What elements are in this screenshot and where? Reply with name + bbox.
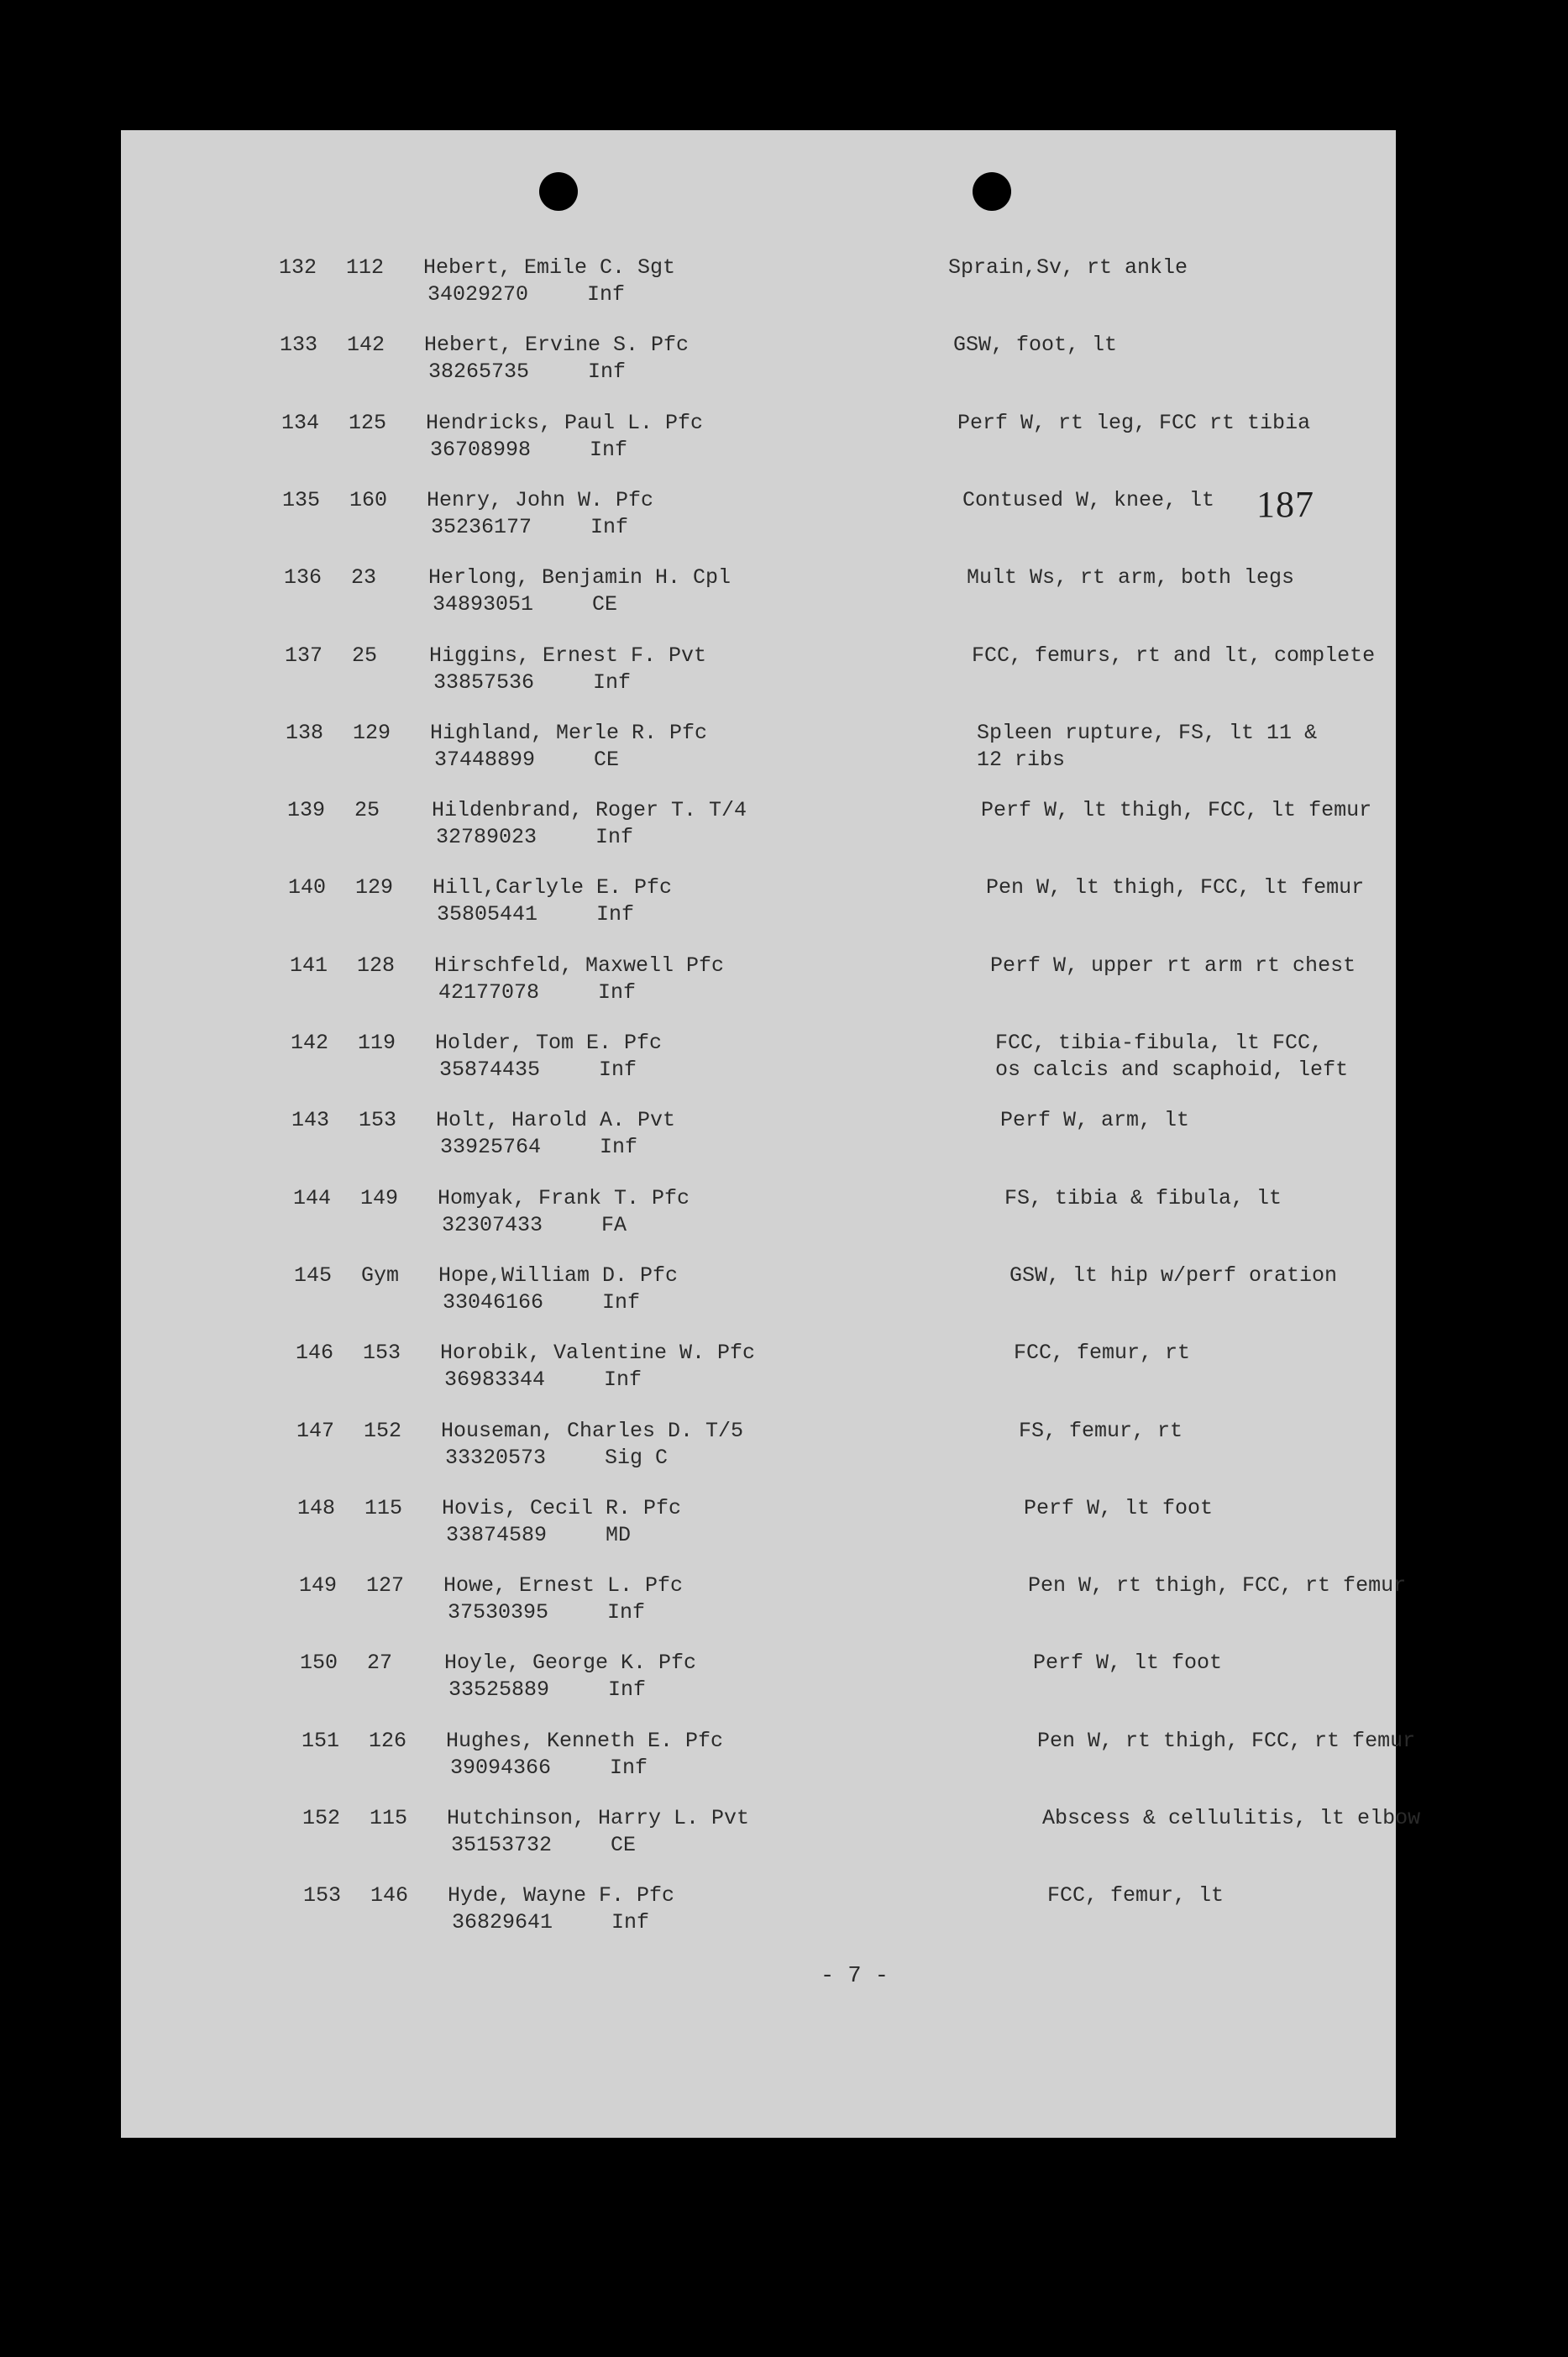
list-item bbox=[121, 1495, 1396, 1562]
list-item bbox=[121, 1728, 1416, 1795]
entry-number: 137 bbox=[285, 643, 323, 668]
diagnosis: FS, tibia & fibula, lt bbox=[1004, 1186, 1282, 1210]
unit: Sig C bbox=[605, 1446, 669, 1470]
entry-number: 148 bbox=[297, 1496, 336, 1520]
unit: Inf bbox=[611, 1910, 650, 1934]
serial-number: 36983344 bbox=[444, 1367, 546, 1392]
ward-number: 27 bbox=[367, 1651, 393, 1675]
entry-number: 144 bbox=[293, 1186, 332, 1210]
patient-name: Hebert, Ervine S. Pfc bbox=[424, 333, 690, 357]
patient-name: Herlong, Benjamin H. Cpl bbox=[428, 565, 732, 590]
diagnosis: Pen W, lt thigh, FCC, lt femur bbox=[986, 875, 1365, 900]
punch-hole-left bbox=[539, 172, 578, 211]
ward-number: 149 bbox=[360, 1186, 399, 1210]
unit: Inf bbox=[590, 515, 629, 539]
diagnosis-continued: os calcis and scaphoid, left bbox=[995, 1058, 1349, 1082]
serial-number: 33525889 bbox=[448, 1677, 550, 1702]
unit: Inf bbox=[593, 670, 632, 695]
unit: MD bbox=[606, 1523, 632, 1547]
patient-name: Holder, Tom E. Pfc bbox=[435, 1031, 663, 1055]
entry-number: 134 bbox=[281, 411, 320, 435]
serial-number: 33857536 bbox=[433, 670, 535, 695]
serial-number: 34029270 bbox=[427, 282, 529, 307]
entry-number: 153 bbox=[303, 1883, 342, 1908]
unit: Inf bbox=[600, 1135, 638, 1159]
diagnosis: FCC, femurs, rt and lt, complete bbox=[972, 643, 1376, 668]
ward-number: 153 bbox=[359, 1108, 397, 1132]
serial-number: 34893051 bbox=[433, 592, 534, 617]
diagnosis: Sprain,Sv, rt ankle bbox=[948, 255, 1188, 280]
entry-number: 139 bbox=[287, 798, 326, 822]
page-stamp-number: 187 bbox=[1256, 484, 1314, 525]
list-item bbox=[121, 1650, 1396, 1717]
entry-number: 152 bbox=[302, 1806, 341, 1830]
unit: CE bbox=[611, 1833, 637, 1857]
list-item bbox=[121, 1030, 1396, 1097]
patient-name: Henry, John W. Pfc bbox=[427, 488, 654, 512]
ward-number: 129 bbox=[353, 721, 391, 745]
list-item bbox=[121, 797, 1396, 864]
unit: Inf bbox=[596, 902, 635, 927]
diagnosis: GSW, foot, lt bbox=[953, 333, 1118, 357]
list-item bbox=[121, 1107, 1396, 1174]
patient-name: Hyde, Wayne F. Pfc bbox=[448, 1883, 675, 1908]
serial-number: 36829641 bbox=[452, 1910, 553, 1934]
patient-name: Hovis, Cecil R. Pfc bbox=[442, 1496, 682, 1520]
serial-number: 33320573 bbox=[445, 1446, 547, 1470]
entry-number: 133 bbox=[280, 333, 318, 357]
ward-number: 127 bbox=[366, 1573, 405, 1598]
patient-name: Highland, Merle R. Pfc bbox=[430, 721, 708, 745]
list-item bbox=[121, 1418, 1396, 1485]
entry-number: 143 bbox=[291, 1108, 330, 1132]
serial-number: 35805441 bbox=[437, 902, 538, 927]
entry-number: 140 bbox=[288, 875, 327, 900]
diagnosis: GSW, lt hip w/perf oration bbox=[1009, 1263, 1338, 1288]
unit: CE bbox=[594, 748, 620, 772]
serial-number: 35153732 bbox=[451, 1833, 553, 1857]
ward-number: 115 bbox=[364, 1496, 403, 1520]
entry-number: 138 bbox=[286, 721, 324, 745]
ward-number: 153 bbox=[363, 1341, 401, 1365]
ward-number: 112 bbox=[346, 255, 385, 280]
punch-hole-right bbox=[973, 172, 1011, 211]
unit: FA bbox=[601, 1213, 627, 1237]
unit: Inf bbox=[595, 825, 634, 849]
patient-name: Howe, Ernest L. Pfc bbox=[443, 1573, 684, 1598]
serial-number: 35874435 bbox=[439, 1058, 541, 1082]
diagnosis: Pen W, rt thigh, FCC, rt femur bbox=[1037, 1729, 1416, 1753]
serial-number: 32307433 bbox=[442, 1213, 543, 1237]
serial-number: 33925764 bbox=[440, 1135, 542, 1159]
unit: Inf bbox=[607, 1600, 646, 1625]
list-item bbox=[121, 255, 1396, 322]
diagnosis: Perf W, arm, lt bbox=[1000, 1108, 1190, 1132]
patient-name: Higgins, Ernest F. Pvt bbox=[429, 643, 707, 668]
serial-number: 32789023 bbox=[436, 825, 538, 849]
entry-number: 132 bbox=[279, 255, 317, 280]
patient-name: Hebert, Emile C. Sgt bbox=[423, 255, 676, 280]
ward-number: 119 bbox=[358, 1031, 396, 1055]
serial-number: 33874589 bbox=[446, 1523, 548, 1547]
list-item bbox=[121, 720, 1396, 787]
ward-number: 128 bbox=[357, 953, 396, 978]
patient-name: Hildenbrand, Roger T. T/4 bbox=[432, 798, 747, 822]
ward-number: 129 bbox=[355, 875, 394, 900]
patient-name: Hope,William D. Pfc bbox=[438, 1263, 679, 1288]
diagnosis: Mult Ws, rt arm, both legs bbox=[967, 565, 1295, 590]
serial-number: 35236177 bbox=[431, 515, 532, 539]
list-item bbox=[121, 953, 1396, 1020]
unit: Inf bbox=[587, 282, 626, 307]
diagnosis: Perf W, upper rt arm rt chest bbox=[990, 953, 1356, 978]
diagnosis: Perf W, lt thigh, FCC, lt femur bbox=[981, 798, 1372, 822]
entry-number: 142 bbox=[291, 1031, 329, 1055]
serial-number: 37530395 bbox=[448, 1600, 549, 1625]
unit: Inf bbox=[590, 438, 628, 462]
diagnosis: FCC, femur, lt bbox=[1047, 1883, 1225, 1908]
list-item bbox=[121, 564, 1396, 632]
patient-name: Holt, Harold A. Pvt bbox=[436, 1108, 676, 1132]
list-item bbox=[121, 643, 1396, 710]
patient-name: Hutchinson, Harry L. Pvt bbox=[447, 1806, 750, 1830]
unit: CE bbox=[592, 592, 618, 617]
diagnosis: Perf W, lt foot bbox=[1033, 1651, 1223, 1675]
entry-number: 135 bbox=[282, 488, 321, 512]
unit: Inf bbox=[604, 1367, 642, 1392]
diagnosis: Perf W, lt foot bbox=[1024, 1496, 1214, 1520]
list-item bbox=[121, 1572, 1407, 1640]
entry-number: 141 bbox=[290, 953, 328, 978]
entry-number: 147 bbox=[296, 1419, 335, 1443]
entry-number: 146 bbox=[296, 1341, 334, 1365]
ward-number: 146 bbox=[370, 1883, 409, 1908]
entry-number: 151 bbox=[302, 1729, 340, 1753]
unit: Inf bbox=[610, 1756, 648, 1780]
entry-number: 145 bbox=[294, 1263, 333, 1288]
unit: Inf bbox=[599, 1058, 637, 1082]
ward-number: 152 bbox=[364, 1419, 402, 1443]
diagnosis: FS, femur, rt bbox=[1019, 1419, 1183, 1443]
patient-name: Hoyle, George K. Pfc bbox=[444, 1651, 697, 1675]
unit: Inf bbox=[588, 360, 627, 384]
patient-name: Hendricks, Paul L. Pfc bbox=[426, 411, 704, 435]
ward-number: 125 bbox=[349, 411, 387, 435]
list-item bbox=[121, 1882, 1396, 1950]
patient-name: Hirschfeld, Maxwell Pfc bbox=[434, 953, 725, 978]
ward-number: 25 bbox=[354, 798, 380, 822]
ward-number: 25 bbox=[352, 643, 378, 668]
page-footer: - 7 - bbox=[821, 1964, 889, 1989]
serial-number: 38265735 bbox=[428, 360, 530, 384]
list-item bbox=[121, 874, 1396, 942]
serial-number: 37448899 bbox=[434, 748, 536, 772]
serial-number: 39094366 bbox=[450, 1756, 552, 1780]
entry-number: 150 bbox=[300, 1651, 338, 1675]
diagnosis: Pen W, rt thigh, FCC, rt femur bbox=[1028, 1573, 1407, 1598]
patient-name: Hughes, Kenneth E. Pfc bbox=[446, 1729, 724, 1753]
diagnosis: FCC, tibia-fibula, lt FCC, bbox=[995, 1031, 1324, 1055]
ward-number: 160 bbox=[349, 488, 388, 512]
list-item bbox=[121, 1262, 1396, 1330]
diagnosis: FCC, femur, rt bbox=[1014, 1341, 1191, 1365]
ward-number: 126 bbox=[369, 1729, 407, 1753]
diagnosis: Contused W, knee, lt bbox=[962, 488, 1215, 512]
diagnosis: Perf W, rt leg, FCC rt tibia bbox=[957, 411, 1311, 435]
serial-number: 33046166 bbox=[443, 1290, 544, 1315]
entry-number: 149 bbox=[299, 1573, 338, 1598]
patient-name: Homyak, Frank T. Pfc bbox=[438, 1186, 690, 1210]
unit: Inf bbox=[598, 980, 637, 1005]
list-item bbox=[121, 487, 1396, 554]
diagnosis: Abscess & cellulitis, lt elbow bbox=[1042, 1806, 1421, 1830]
diagnosis: Spleen rupture, FS, lt 11 & bbox=[977, 721, 1318, 745]
unit: Inf bbox=[602, 1290, 641, 1315]
ward-number: 142 bbox=[347, 333, 385, 357]
unit: Inf bbox=[608, 1677, 647, 1702]
list-item bbox=[121, 1805, 1421, 1872]
list-item bbox=[121, 332, 1396, 399]
document-page bbox=[121, 130, 1421, 2138]
serial-number: 36708998 bbox=[430, 438, 532, 462]
patient-name: Houseman, Charles D. T/5 bbox=[441, 1419, 744, 1443]
ward-number: 115 bbox=[370, 1806, 408, 1830]
list-item bbox=[121, 410, 1396, 477]
serial-number: 42177078 bbox=[438, 980, 540, 1005]
list-item bbox=[121, 1185, 1396, 1252]
entry-number: 136 bbox=[284, 565, 323, 590]
ward-number: 23 bbox=[351, 565, 377, 590]
diagnosis-continued: 12 ribs bbox=[977, 748, 1066, 772]
patient-name: Horobik, Valentine W. Pfc bbox=[440, 1341, 756, 1365]
list-item bbox=[121, 1340, 1396, 1407]
patient-name: Hill,Carlyle E. Pfc bbox=[433, 875, 673, 900]
ward-number: Gym bbox=[361, 1263, 400, 1288]
